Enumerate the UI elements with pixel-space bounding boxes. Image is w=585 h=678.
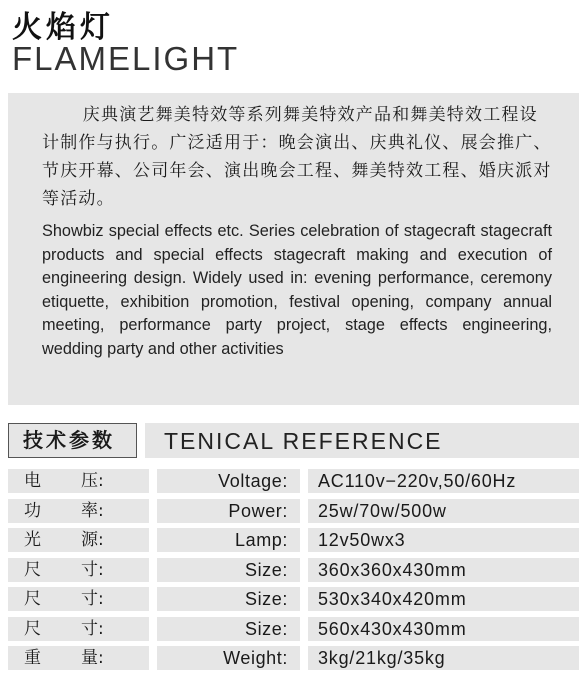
spec-key-english: Size: bbox=[157, 558, 300, 582]
spec-key-english: Size: bbox=[157, 587, 300, 611]
spec-value: 530x340x420mm bbox=[308, 587, 579, 611]
spec-value: AC110v−220v,50/60Hz bbox=[308, 469, 579, 493]
spec-value: 25w/70w/500w bbox=[308, 499, 579, 523]
spec-key-char: 尺 bbox=[24, 618, 41, 639]
spec-key-english: Lamp: bbox=[157, 528, 300, 552]
spec-key-char: 寸: bbox=[81, 618, 104, 639]
page-title-english: FLAMELIGHT bbox=[12, 40, 240, 77]
spec-section-header bbox=[8, 423, 579, 458]
description-panel bbox=[8, 93, 579, 405]
spec-key-char: 尺 bbox=[24, 589, 41, 609]
spec-key-chinese bbox=[8, 587, 149, 611]
spec-key-chinese bbox=[8, 469, 149, 493]
spec-value: 3kg/21kg/35kg bbox=[308, 646, 579, 670]
description-english: Showbiz special effects etc. Series celebration of stagecraft stagecraft products and special effects stagecraft making and execution of engineering design. Widely used in: evening performance, ceremony etiquette, exhibition promotion, festival opening, company annual meeting, performance party project, stage effects engineering, wedding party and other activities bbox=[42, 222, 552, 358]
spec-table bbox=[8, 466, 579, 673]
spec-key-chinese bbox=[8, 528, 149, 552]
spec-row-size-1 bbox=[8, 555, 579, 585]
description-chinese: 庆典演艺舞美特效等系列舞美特效产品和舞美特效工程设计制作与执行。广泛适用于：晚会演出、庆典礼仪、展会推广、节庆开幕、公司年会、演出晚会工程、舞美特效工程、婚庆派对等活动。 bbox=[42, 105, 552, 209]
spec-row-weight bbox=[8, 643, 579, 673]
spec-header-english: TENICAL REFERENCE bbox=[145, 423, 579, 458]
spec-key-char: 重 bbox=[24, 648, 41, 668]
spec-key-char: 压: bbox=[81, 471, 104, 491]
spec-row-size-2 bbox=[8, 584, 579, 614]
spec-key-char: 寸: bbox=[81, 589, 104, 609]
spec-key-english: Voltage: bbox=[157, 469, 300, 493]
page-title-chinese: 火焰灯 bbox=[12, 10, 114, 45]
spec-key-english: Power: bbox=[157, 499, 300, 523]
spec-key-chinese bbox=[8, 558, 149, 582]
spec-row-power bbox=[8, 496, 579, 526]
spec-row-lamp bbox=[8, 525, 579, 555]
spec-value: 12v50wx3 bbox=[308, 528, 579, 552]
spec-key-english: Size: bbox=[157, 617, 300, 641]
spec-key-char: 寸: bbox=[81, 559, 104, 580]
spec-key-chinese bbox=[8, 499, 149, 523]
spec-key-char: 电 bbox=[24, 471, 41, 491]
spec-key-char: 量: bbox=[81, 648, 104, 668]
spec-key-chinese bbox=[8, 617, 149, 641]
spec-header-chinese: 技术参数 bbox=[8, 423, 137, 458]
spec-key-char: 功 bbox=[24, 500, 41, 521]
spec-row-size-3 bbox=[8, 614, 579, 644]
spec-key-char: 源: bbox=[81, 530, 104, 550]
spec-key-char: 光 bbox=[24, 530, 41, 550]
spec-key-chinese bbox=[8, 646, 149, 670]
spec-value: 560x430x430mm bbox=[308, 617, 579, 641]
spec-key-char: 率: bbox=[81, 500, 104, 521]
spec-key-char: 尺 bbox=[24, 559, 41, 580]
spec-value: 360x360x430mm bbox=[308, 558, 579, 582]
spec-row-voltage bbox=[8, 466, 579, 496]
spec-key-english: Weight: bbox=[157, 646, 300, 670]
